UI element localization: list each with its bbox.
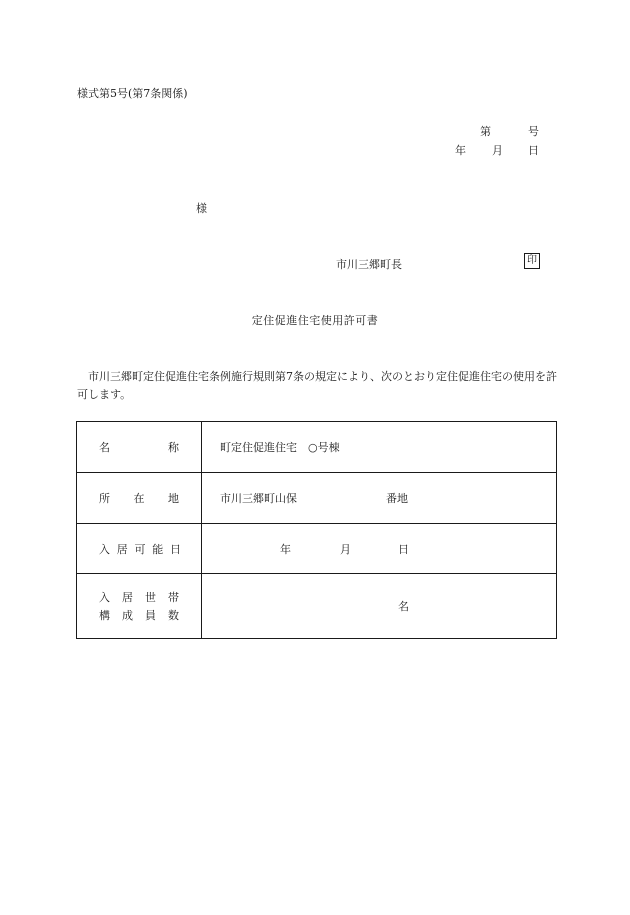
label-char: 成 (122, 609, 133, 622)
permit-info-table (76, 421, 557, 639)
table-row-move-in-date (77, 524, 557, 574)
seal-box: 印 (524, 253, 540, 269)
label-char: 名 (99, 441, 110, 454)
label-move-in-date (77, 524, 202, 574)
value-name (202, 422, 557, 473)
body-text: 市川三郷町定住促進住宅条例施行規則第7条の規定により、次のとおり定住促進住宅の使用を許可します。 (77, 370, 557, 401)
household-unit: 名 (398, 600, 409, 613)
label-char: 居 (116, 542, 128, 556)
move-in-month-label: 月 (340, 542, 351, 556)
doc-number-prefix: 第 (480, 125, 491, 138)
label-char: 世 (145, 591, 156, 604)
value-location (202, 473, 557, 524)
value-household (202, 574, 557, 639)
label-char: 員 (145, 609, 156, 622)
document-title: 定住促進住宅使用許可書 (251, 314, 379, 327)
date-year-label: 年 (455, 144, 466, 157)
facility-name-value: 町定住促進住宅 ○号棟 (220, 441, 340, 454)
addressee-suffix: 様 (196, 202, 207, 215)
label-char: 入 (99, 542, 110, 556)
label-location (77, 473, 202, 524)
date-month-label: 月 (492, 144, 503, 157)
table-row-household (77, 574, 557, 639)
label-char: 帯 (168, 591, 179, 604)
label-char: 居 (122, 591, 133, 604)
label-char: 可 (134, 542, 146, 556)
date-day-label: 日 (528, 144, 539, 157)
label-char: 構 (99, 609, 110, 622)
issuer-name: 市川三郷町長 (336, 258, 402, 271)
move-in-day-label: 日 (398, 542, 409, 556)
label-char: 数 (168, 609, 179, 622)
form-number: 様式第5号(第7条関係) (77, 87, 188, 100)
move-in-year-label: 年 (280, 542, 291, 556)
table-row-name (77, 422, 557, 473)
label-household (77, 574, 202, 639)
label-char: 称 (168, 441, 179, 454)
doc-number-suffix: 号 (528, 125, 539, 138)
label-char: 在 (133, 492, 145, 505)
table-row-location (77, 473, 557, 524)
value-move-in-date (202, 524, 557, 574)
label-char: 所 (99, 492, 110, 505)
label-char: 能 (152, 542, 164, 556)
location-suffix: 番地 (386, 492, 408, 505)
label-char: 日 (170, 542, 181, 556)
label-name (77, 422, 202, 473)
location-prefix: 市川三郷町山保 (220, 492, 297, 505)
label-char: 地 (168, 492, 179, 505)
label-char: 入 (99, 591, 110, 604)
